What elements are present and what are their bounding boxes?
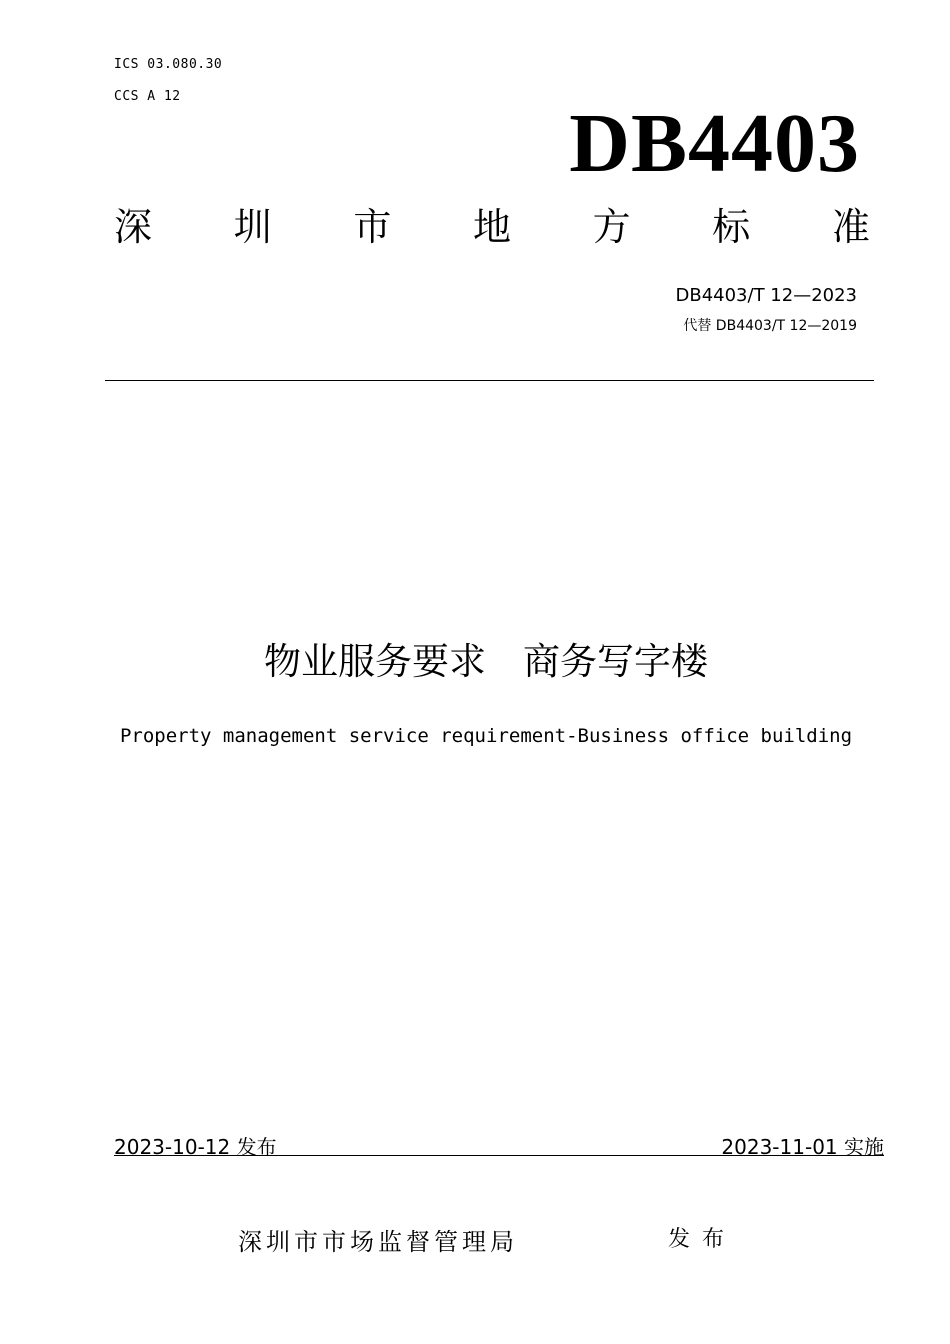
issuing-authority: 深圳市市场监督管理局	[238, 1228, 518, 1256]
standard-type-char: 市	[353, 205, 392, 249]
standard-number: DB4403/T 12—2023	[675, 285, 857, 306]
standard-type-char: 方	[592, 205, 631, 249]
implementation-date: 2023-11-01 实施	[721, 1135, 884, 1159]
title-chinese: 物业服务要求 商务写字楼	[264, 640, 708, 683]
replaces-standard: 代替 DB4403/T 12—2019	[683, 318, 857, 334]
standard-type-char: 深	[114, 205, 153, 249]
standard-type	[114, 205, 870, 249]
header-divider	[105, 380, 874, 381]
ics-code: ICS 03.080.30	[114, 57, 223, 72]
standard-prefix: DB4403	[569, 97, 860, 190]
standard-type-char: 地	[472, 205, 511, 249]
standard-type-char: 准	[831, 205, 870, 249]
issue-date: 2023-10-12 发布	[114, 1135, 277, 1159]
footer-divider	[114, 1155, 884, 1156]
ccs-code: CCS A 12	[114, 89, 181, 104]
standard-type-char: 标	[712, 205, 751, 249]
title-english: Property management service requirement-Business office building	[119, 725, 853, 747]
standard-type-char: 圳	[233, 205, 272, 249]
publish-label: 发布	[668, 1227, 737, 1252]
